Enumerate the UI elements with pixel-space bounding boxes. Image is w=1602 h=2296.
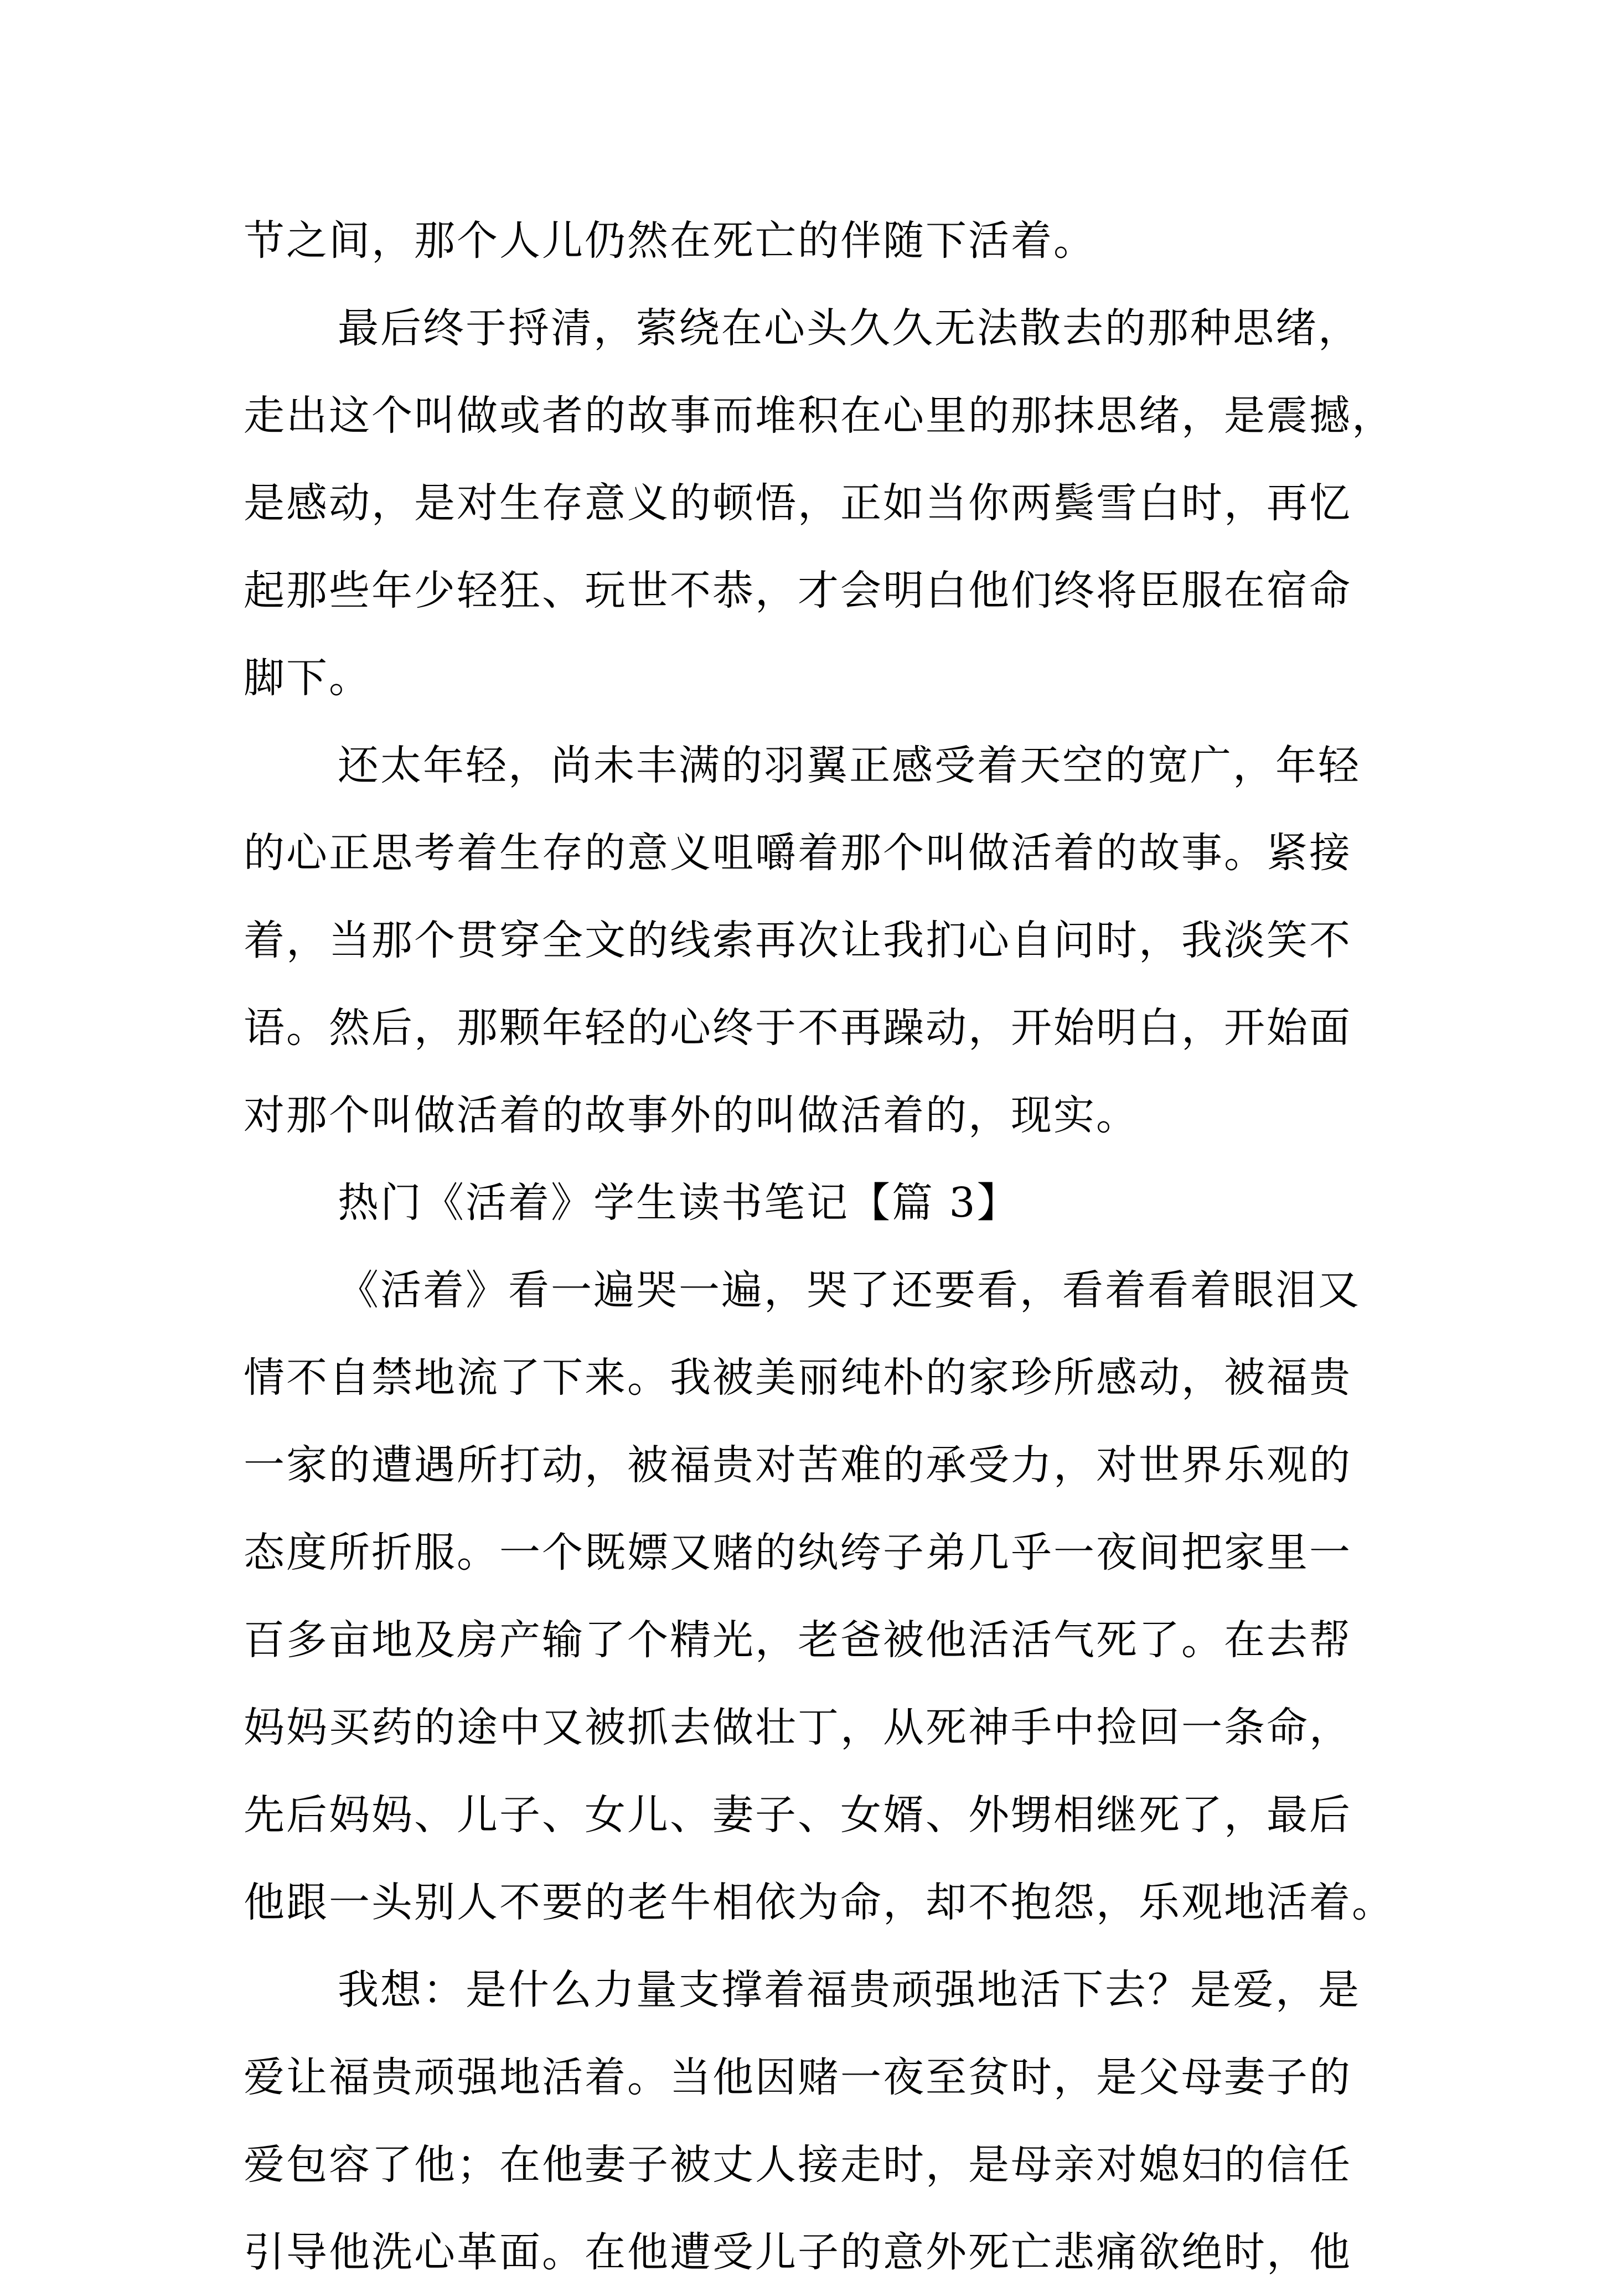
text-line: 妈妈买药的途中又被抓去做壮丁，从死神手中捡回一条命， bbox=[244, 1704, 1352, 1751]
text-line: 他跟一头别人不要的老牛相依为命，却不抱怨，乐观地活着。 bbox=[244, 1879, 1394, 1926]
paragraph-start-line: 我想：是什么力量支撑着福贵顽强地活下去？是爱，是 bbox=[338, 1966, 1361, 2014]
text-line: 百多亩地及房产输了个精光，老爸被他活活气死了。在去帮 bbox=[244, 1616, 1352, 1664]
text-line: 脚下。 bbox=[244, 654, 371, 702]
paragraph-start-line: 还太年轻，尚未丰满的羽翼正感受着天空的宽广，年轻 bbox=[338, 742, 1361, 789]
text-line: 情不自禁地流了下来。我被美丽纯朴的家珍所感动，被福贵 bbox=[244, 1354, 1352, 1402]
text-line: 节之间，那个人儿仍然在死亡的伴随下活着。 bbox=[244, 217, 1096, 265]
text-line: 走出这个叫做或者的故事而堆积在心里的那抹思绪，是震撼， bbox=[244, 392, 1394, 439]
section-heading: 热门《活着》学生读书笔记【篇 3】 bbox=[338, 1179, 1020, 1227]
text-line: 引导他洗心革面。在他遭受儿子的意外死亡悲痛欲绝时，他 bbox=[244, 2228, 1352, 2276]
text-line: 着，当那个贯穿全文的线索再次让我扪心自问时，我淡笑不 bbox=[244, 917, 1352, 964]
text-line: 起那些年少轻狂、玩世不恭，才会明白他们终将臣服在宿命 bbox=[244, 567, 1352, 614]
text-line: 一家的遭遇所打动，被福贵对苦难的承受力，对世界乐观的 bbox=[244, 1441, 1352, 1489]
body-text bbox=[244, 197, 1395, 2296]
text-line: 语。然后，那颗年轻的心终于不再躁动，开始明白，开始面 bbox=[244, 1004, 1352, 1052]
text-line: 态度所折服。一个既嫖又赌的纨绔子弟几乎一夜间把家里一 bbox=[244, 1529, 1352, 1576]
text-line: 的心正思考着生存的意义咀嚼着那个叫做活着的故事。紧接 bbox=[244, 829, 1352, 877]
text-line: 爱让福贵顽强地活着。当他因赌一夜至贫时，是父母妻子的 bbox=[244, 2054, 1352, 2101]
paragraph-start-line: 《活着》看一遍哭一遍，哭了还要看，看着看着眼泪又 bbox=[338, 1266, 1361, 1314]
text-line: 是感动，是对生存意义的顿悟，正如当你两鬓雪白时，再忆 bbox=[244, 479, 1352, 527]
text-line: 爱包容了他；在他妻子被丈人接走时，是母亲对媳妇的信任 bbox=[244, 2141, 1352, 2189]
text-line: 先后妈妈、儿子、女儿、妻子、女婿、外甥相继死了，最后 bbox=[244, 1791, 1352, 1839]
text-line: 对那个叫做活着的故事外的叫做活着的，现实。 bbox=[244, 1092, 1139, 1139]
paragraph-start-line: 最后终于捋清，萦绕在心头久久无法散去的那种思绪， bbox=[338, 304, 1361, 352]
